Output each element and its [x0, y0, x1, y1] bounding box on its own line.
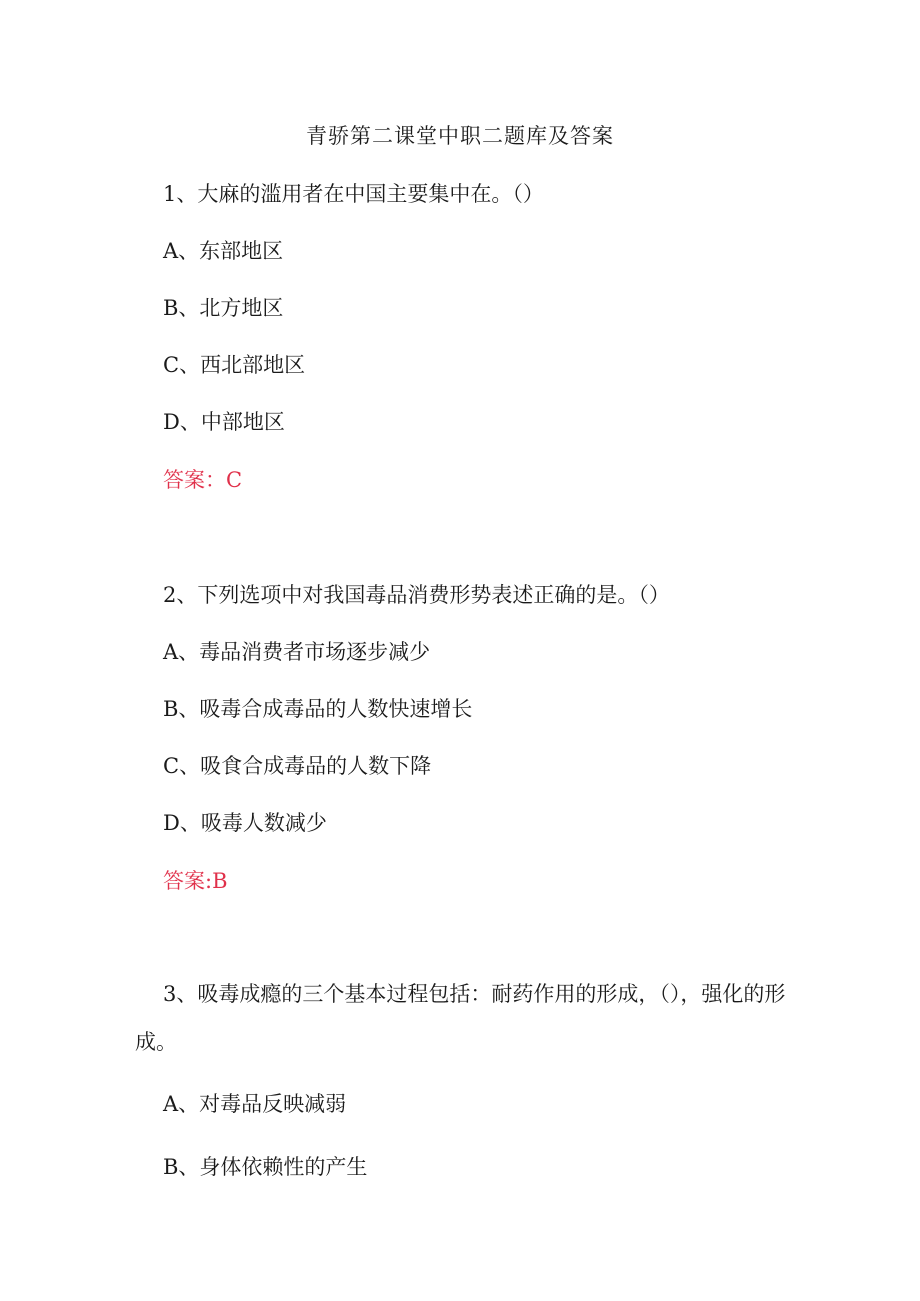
- question-2-answer: 答案:B: [163, 869, 228, 893]
- question-1-option-b: B、北方地区: [163, 296, 284, 320]
- question-1-option-c: C、西北部地区: [163, 353, 306, 377]
- question-3-option-a: A、对毒品反映减弱: [163, 1092, 347, 1116]
- question-2-option-a: A、毒品消费者市场逐步减少: [163, 640, 431, 664]
- question-2-stem: 2、下列选项中对我国毒品消费形势表述正确的是。（）: [163, 583, 670, 607]
- question-2-option-c: C、吸食合成毒品的人数下降: [163, 754, 432, 778]
- question-1-option-d: D、中部地区: [163, 410, 285, 434]
- question-3-option-b: B、身体依赖性的产生: [163, 1155, 368, 1179]
- question-1-answer: 答案：C: [163, 468, 243, 492]
- question-1-stem: 1、大麻的滥用者在中国主要集中在。（）: [163, 182, 544, 206]
- question-2-option-b: B、吸毒合成毒品的人数快速增长: [163, 697, 473, 721]
- question-2-option-d: D、吸毒人数减少: [163, 811, 327, 835]
- question-1-option-a: A、东部地区: [163, 239, 284, 263]
- document-title: 青骄第二课堂中职二题库及答案: [306, 124, 614, 148]
- question-3-stem: 3、吸毒成瘾的三个基本过程包括：耐药作用的形成，（），强化的形成。: [135, 982, 786, 1054]
